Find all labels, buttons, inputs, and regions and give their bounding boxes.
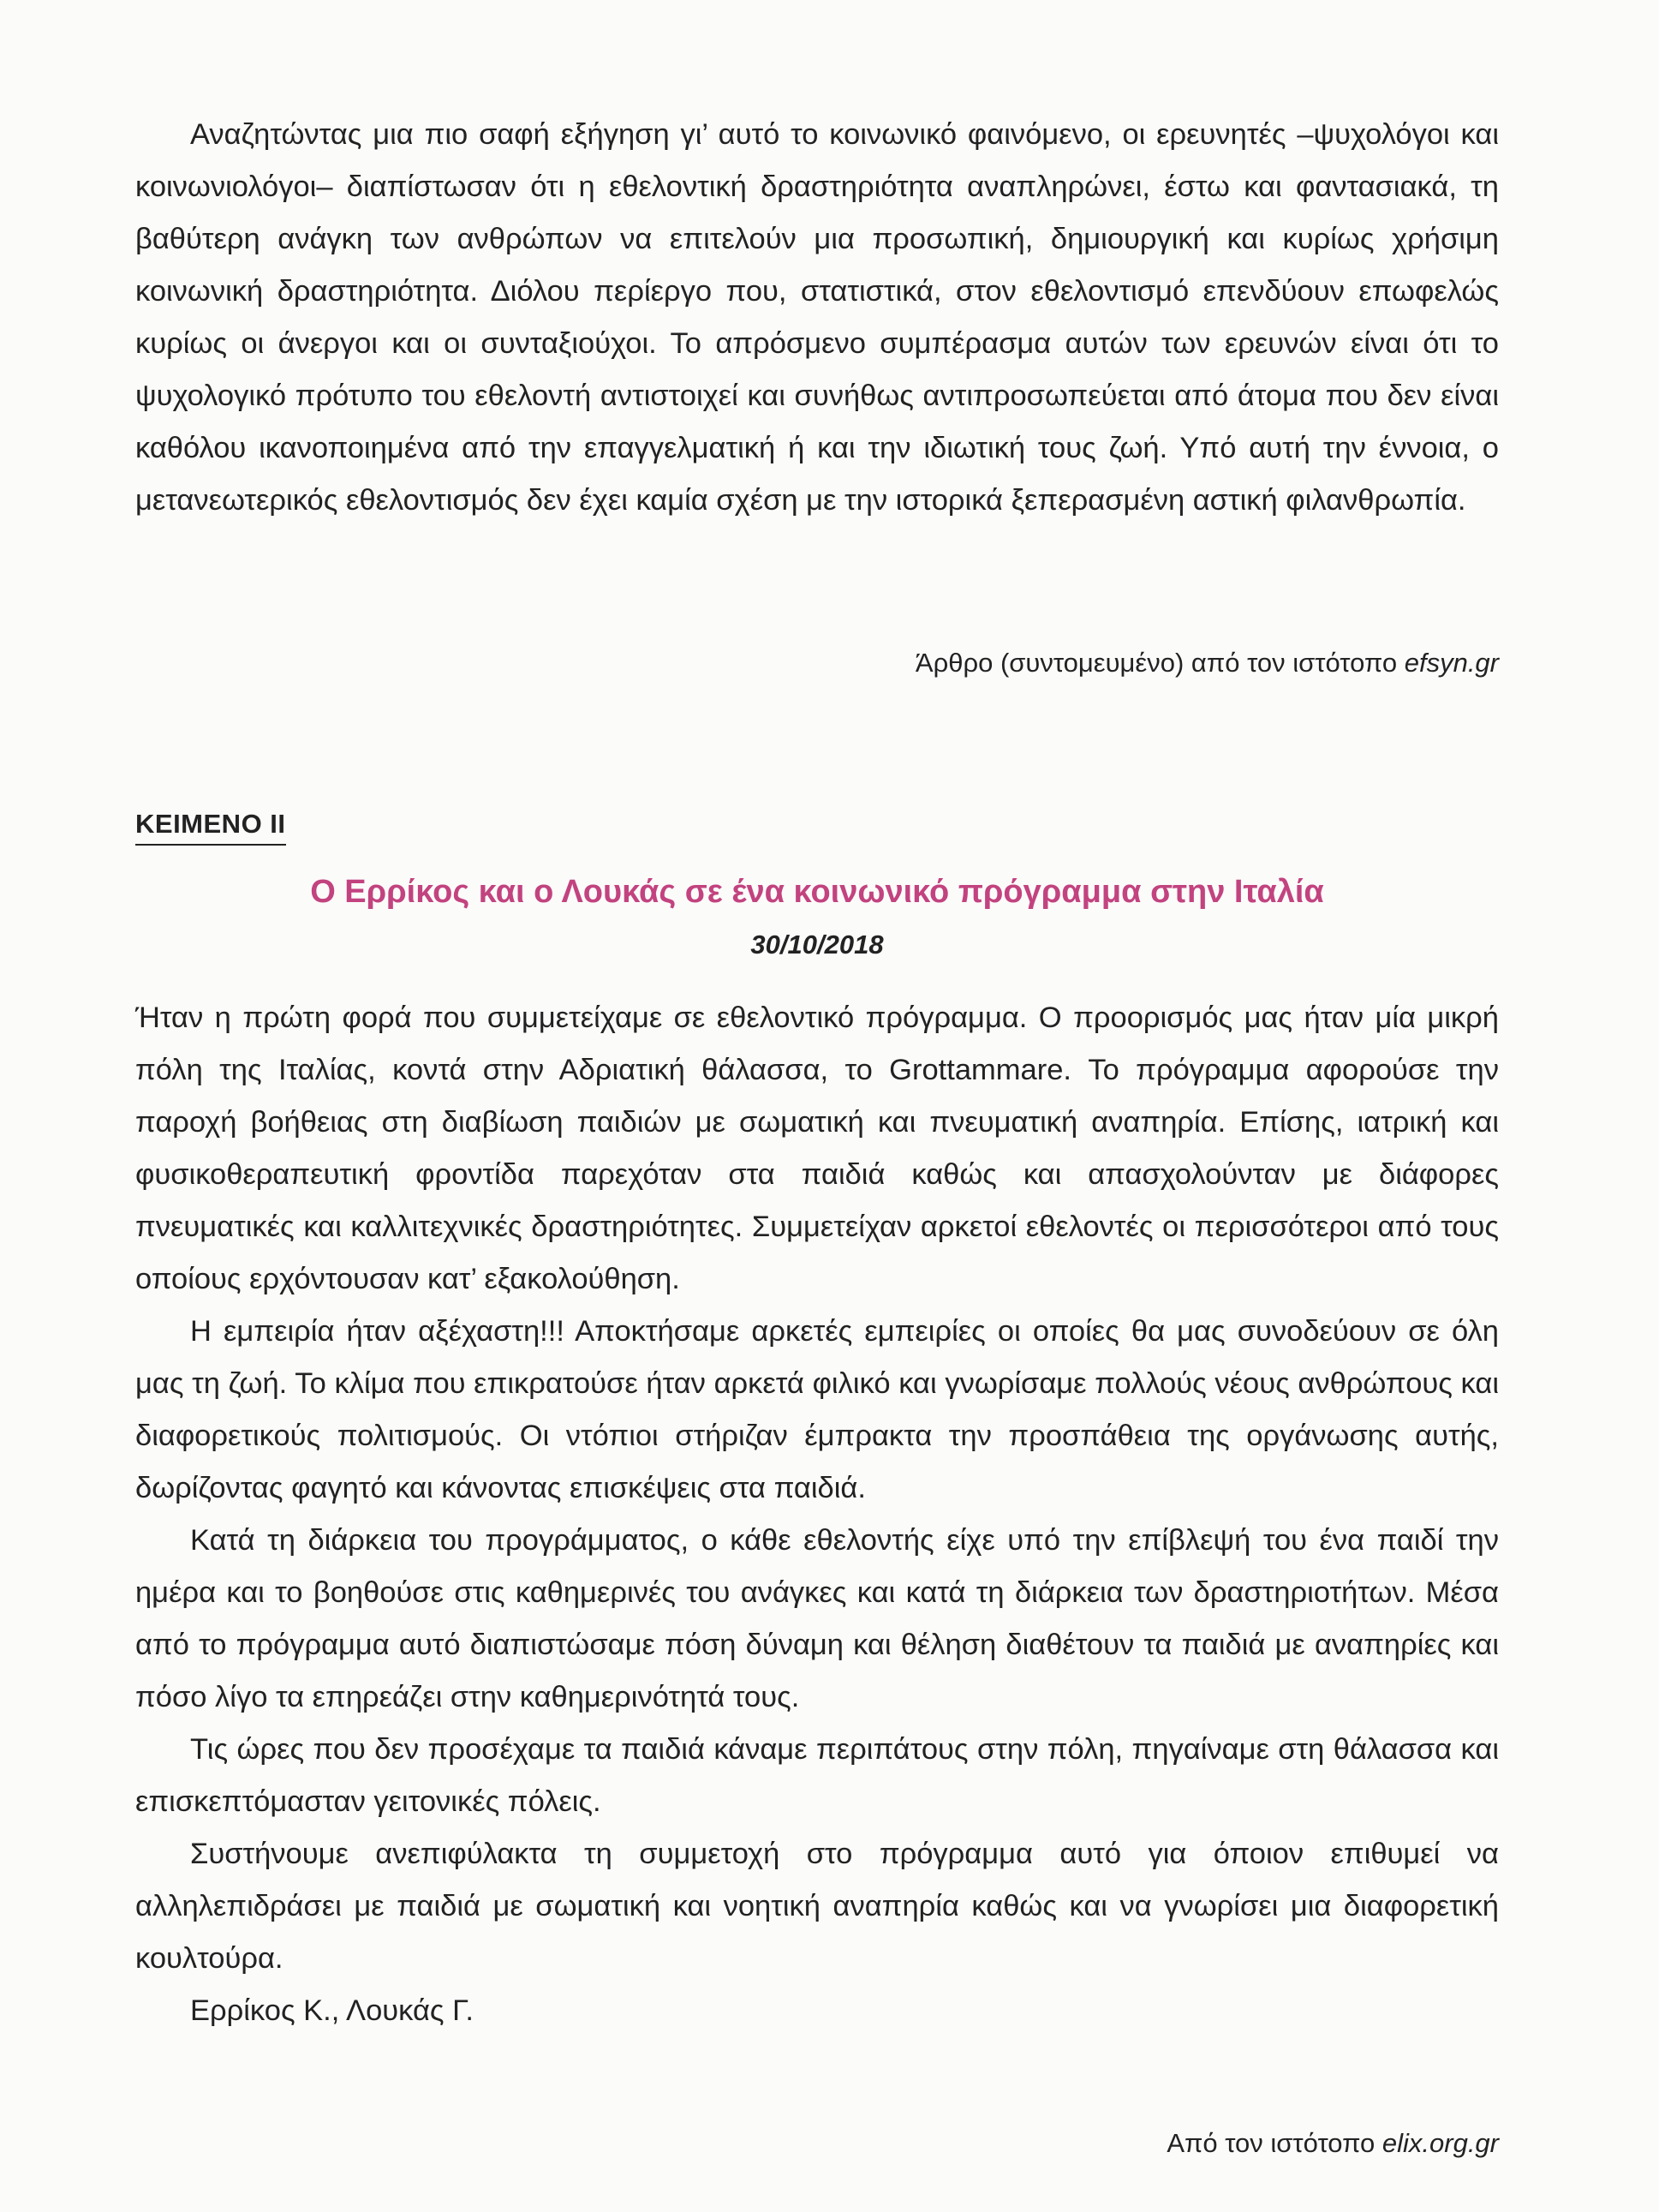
text1-source <box>135 644 1499 682</box>
text1-source-site: efsyn.gr <box>1404 648 1499 678</box>
text2-body <box>135 992 1499 2037</box>
text2-paragraph-3: Κατά τη διάρκεια του προγράμματος, ο κάθε εθελοντής είχε υπό την επίβλεψή του ένα παιδί την ημέρα και το βοηθούσε στις καθημερινές του ανάγκες και κατά τη διάρκεια των δραστηριοτήτων. Μέσα από το πρόγραμμα αυτό διαπιστώσαμε πόση δύναμη και θέληση διαθέτουν τα παιδιά με αναπηρίες και πόσο λίγο τα επηρεάζει στην καθημερινότητά τους. <box>135 1524 1499 1713</box>
text2-paragraph-5: Συστήνουμε ανεπιφύλακτα τη συμμετοχή στο πρόγραμμα αυτό για όποιον επιθυμεί να αλληλεπιδράσει με παιδιά με σωματική και νοητική αναπηρία καθώς και να γνωρίσει μια διαφορετική κουλτούρα. <box>135 1838 1499 1975</box>
signature: Ερρίκος Κ., Λουκάς Γ. <box>190 1994 474 2027</box>
text2-source-site: elix.org.gr <box>1382 2128 1499 2158</box>
text1-paragraph: Αναζητώντας μια πιο σαφή εξήγηση γι’ αυτό το κοινωνικό φαινόμενο, οι ερευνητές –ψυχολόγοι και κοινωνιολόγοι– διαπίστωσαν ότι η εθελοντική δραστηριότητα αναπληρώνει, έστω και φαντασιακά, τη βαθύτερη ανάγκη των ανθρώπων να επιτελούν μια προσωπική, δημιουργική και κυρίως χρήσιμη κοινωνική δραστηριότητα. Διόλου περίεργο που, στατιστικά, στον εθελοντισμό επενδύουν επωφελώς κυρίως οι άνεργοι και οι συνταξιούχοι. Το απρόσμενο συμπέρασμα αυτών των ερευνών είναι ότι το ψυχολογικό πρότυπο του εθελοντή αντιστοιχεί και συνήθως αντιπροσωπεύεται από άτομα που δεν είναι καθόλου ικανοποιημένα από την επαγγελματική ή και την ιδιωτική τους ζωή. Υπό αυτή την έννοια, ο μετανεωτερικός εθελοντισμός δεν έχει καμία σχέση με την ιστορικά ξεπερασμένη αστική φιλανθρωπία. <box>135 118 1499 517</box>
text1-body <box>135 109 1499 527</box>
section-label: ΚΕΙΜΕΝΟ ΙΙ <box>135 805 286 846</box>
article-title: Ο Ερρίκος και ο Λουκάς σε ένα κοινωνικό πρόγραμμα στην Ιταλία <box>310 874 1324 910</box>
text2-source-prefix: Από τον ιστότοπο <box>1167 2128 1382 2158</box>
text1-source-prefix: Άρθρο (συντομευμένο) από τον ιστότοπο <box>915 648 1405 678</box>
text2-source <box>135 2125 1499 2162</box>
text2-paragraph-2: Η εμπειρία ήταν αξέχαστη!!! Αποκτήσαμε αρκετές εμπειρίες οι οποίες θα μας συνοδεύουν σε όλη μας τη ζωή. Το κλίμα που επικρατούσε ήταν αρκετά φιλικό και γνωρίσαμε πολλούς νέους ανθρώπους και διαφορετικούς πολιτισμούς. Οι ντόπιοι στήριζαν έμπρακτα την προσπάθεια της οργάνωσης αυτής, δωρίζοντας φαγητό και κάνοντας επισκέψεις στα παιδιά. <box>135 1315 1499 1504</box>
text1-source-line <box>135 644 1499 682</box>
text2-paragraph-4: Τις ώρες που δεν προσέχαμε τα παιδιά κάναμε περιπάτους στην πόλη, πηγαίναμε στη θάλασσα και επισκεπτόμασταν γειτονικές πόλεις. <box>135 1733 1499 1818</box>
text2-source-line <box>135 2125 1499 2162</box>
text2-paragraph-1: Ήταν η πρώτη φορά που συμμετείχαμε σε εθελοντικό πρόγραμμα. Ο προορισμός μας ήταν μία μικρή πόλη της Ιταλίας, κοντά στην Αδριατική θάλασσα, το Grottammare. Το πρόγραμμα αφορούσε την παροχή βοήθειας στη διαβίωση παιδιών με σωματική και πνευματική αναπηρία. Επίσης, ιατρική και φυσικοθεραπευτική φροντίδα παρεχόταν στα παιδιά καθώς και απασχολούνταν με διάφορες πνευματικές και καλλιτεχνικές δραστηριότητες. Συμμετείχαν αρκετοί εθελοντές οι περισσότεροι από τους οποίους ερχόντουσαν κατ’ εξακολούθηση. <box>135 1001 1499 1295</box>
article-date: 30/10/2018 <box>750 930 884 960</box>
